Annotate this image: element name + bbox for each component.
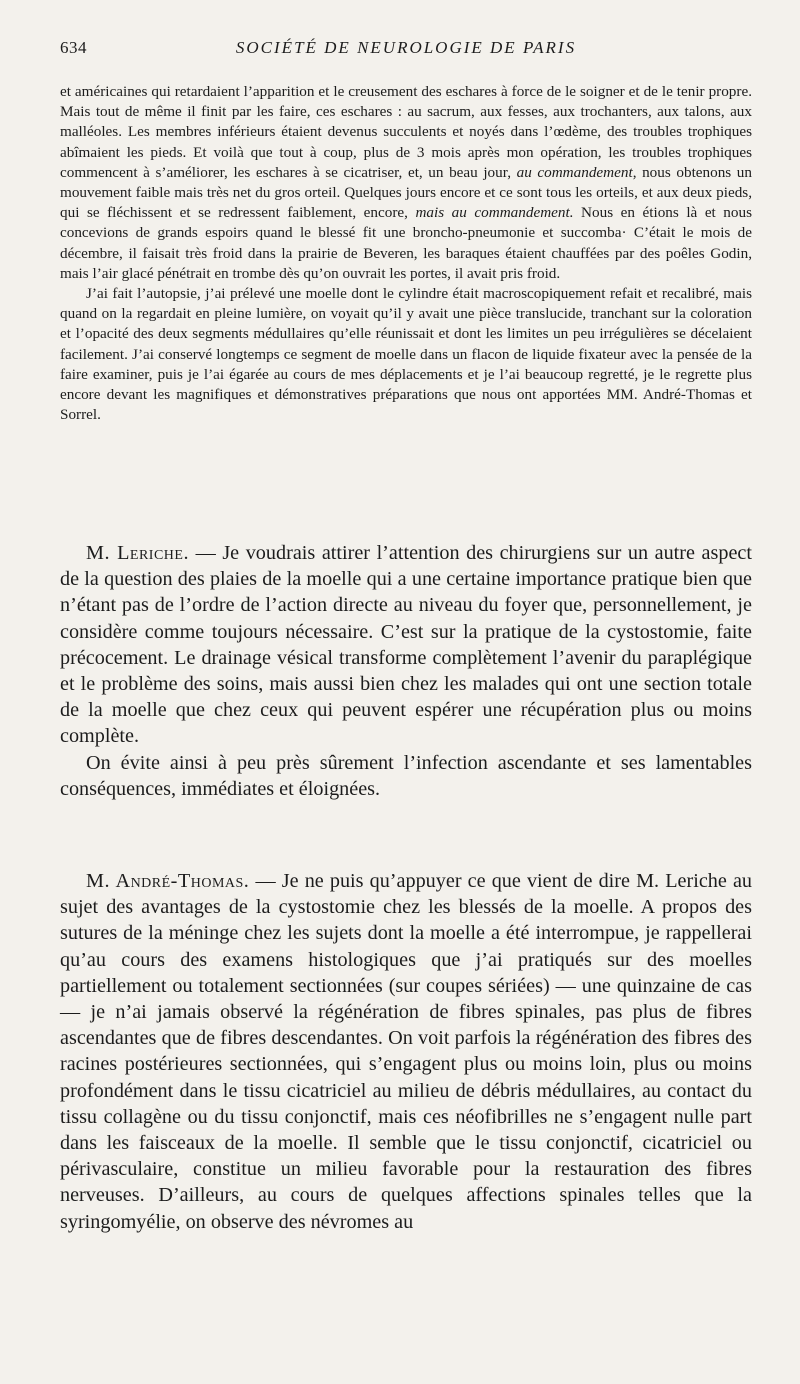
andre-thomas-p1-text: — Je ne puis qu’appuyer ce que vient de dire M. Leriche au sujet des avantages de la cystostomie chez les blessés de la moelle. A propos des sutures de la méninge chez les sujets dont la moelle a été interrompue, je rappellerai qu’au cours des examens histologiques que j’ai pratiqués sur des moelles partiellement ou totalement sectionnées (sur coupes sériées) — une quinzaine de cas — je n’ai jamais observé la régénération de fibres spinales, pas plus de fibres ascendantes que de fibres descendantes. On voit parfois la régénération des fibres des racines postérieures sectionnées, qui s’engagent plus ou moins loin, plus ou moins profondément dans le tissu cicatriciel au milieu de débris médullaires, au contact du tissu collagène ou du tissu conjonctif, mais ces néofibrilles ne s’engagent nulle part dans les faisceaux de la moelle. Il semble que le tissu conjonctif, cicatriciel ou périvasculaire, constitue un milieu favorable pour la restauration des fibres nerveuses. D’ailleurs, au cours de quelques affections spinales telles que la syringomyélie, on observe des névromes au [60,870,752,1233]
intro-p1-text: et américaines qui retardaient l’apparition et le creusement des eschares à force de le soigner et de le tenir propre. Mais tout de même il finit par les faire, ces eschares : au sacrum, aux fesses, aux trochanters, aux talons, aux malléoles. Les membres inférieurs étaient devenus succulents et noyés dans l’œdème, des troubles trophiques abîmaient les pieds. Et voilà que tout à coup, plus de 3 mois après mon opération, les troubles trophiques commencent à s’améliorer, les eschares à se cicatriser, et, un beau jour, [60,83,752,181]
leriche-section [60,540,752,802]
speaker-andre-thomas: M. André-Thomas. [86,870,250,892]
intro-text-block [60,82,752,425]
intro-paragraph-1 [60,82,752,284]
intro-p1-italic2: mais au commandement. [415,204,574,222]
intro-paragraph-2: J’ai fait l’autopsie, j’ai prélevé une moelle dont le cylindre était macroscopiquement refait et recalibré, mais quand on la regardait en pleine lumière, on voyait qu’il y avait une pièce translucide, tranchant sur la coloration et l’opacité des deux segments médullaires qu’elle réunissait et dont les limites un peu irrégulières se décelaient facilement. J’ai conservé longtemps ce segment de moelle dans un flacon de liquide fixateur avec la pensée de la faire examiner, puis je l’ai égarée au cours de mes déplacements et je l’ai beaucoup regretté, je le regrette plus encore devant les magnifiques et démonstratives préparations que nous ont apportées MM. André-Thomas et Sorrel. [60,285,752,424]
speaker-leriche: M. Leriche. [86,542,189,564]
andre-thomas-paragraph-1 [60,868,752,1235]
page-number: 634 [60,38,87,57]
leriche-paragraph-1 [60,540,752,750]
running-head: SOCIÉTÉ DE NEUROLOGIE DE PARIS [235,38,577,57]
intro-p1-italic: au commandement [516,163,633,181]
andre-thomas-section [60,868,752,1235]
intro-p1-end: Nous en étions là et nous concevions de grands espoirs quand le blessé fit une broncho-pneumonie et succomba· C’était le mois de décembre, il faisait très froid dans la prairie de Beveren, les baraques étaient chauffées par des poêles Godin, mais l’air glacé pénétrait en trombe dès qu’on ouvrait les portes, il avait pris froid. [60,204,753,282]
intro-p1-cont: , nous obtenons un mouvement faible mais très net du gros orteil. Quelques jours encore et ce sont tous les orteils, et aux deux pieds, qui se fléchissent et se redressent faiblement, encore, [60,163,752,222]
leriche-p1-text: — Je voudrais attirer l’attention des chirurgiens sur un autre aspect de la question des plaies de la moelle qui a une certaine importance pratique bien que n’étant pas de l’ordre de l’action directe au niveau du foyer que, personnellement, je considère comme toujours nécessaire. C’est sur la pratique de la cystostomie, faite précocement. Le drainage vésical transforme complètement l’avenir du paraplégique et le problème des soins, mais aussi bien chez les malades qui ont une section totale de la moelle que chez ceux qui peuvent espérer une récupération plus ou moins complète. [60,542,752,748]
leriche-paragraph-2: On évite ainsi à peu près sûrement l’infection ascendante et ses lamentables conséquences, immédiates et éloignées. [60,751,752,800]
